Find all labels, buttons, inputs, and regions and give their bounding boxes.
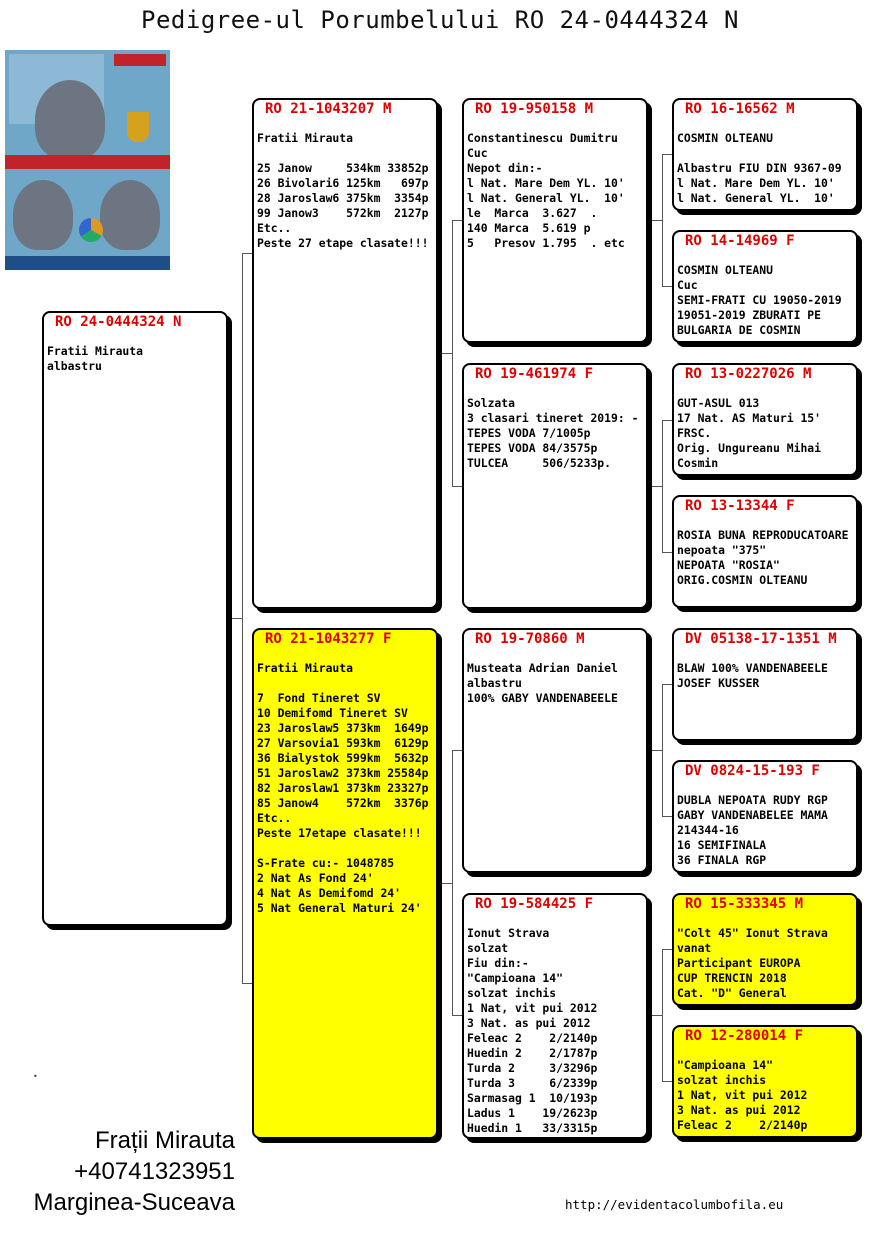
dam-dam-dam-card[interactable] — [672, 1025, 858, 1138]
connector-line — [662, 154, 663, 287]
dam-sire-sire-card[interactable] — [672, 628, 858, 741]
sire-sire-dam-card[interactable] — [672, 230, 858, 343]
sire-dam-dam-details: ROSIA BUNA REPRODUCATOARE nepoata "375" NEPOATA "ROSIA" ORIG.COSMIN OLTEANU — [677, 528, 849, 587]
dam-dam-sire-card[interactable] — [672, 893, 858, 1006]
dam-sire-dam-details: DUBLA NEPOATA RUDY RGP GABY VANDENABELEE MAMA 214344-16 16 SEMIFINALA 36 FINALA RGP — [677, 793, 828, 867]
sire-dam-details: Solzata 3 clasari tineret 2019: - TEPES VODA 7/1005p TEPES VODA 84/3575p TULCEA 506/5233p. — [467, 396, 639, 470]
dam-card[interactable] — [252, 628, 438, 1139]
connector-line — [228, 618, 242, 619]
connector-line — [648, 750, 662, 751]
sire-dam-sire-ring-number: RO 13-0227026 M — [685, 366, 812, 382]
connector-line — [648, 220, 662, 221]
subject-card[interactable] — [42, 311, 228, 926]
dam-dam-dam-ring-number: RO 12-280014 F — [685, 1028, 804, 1044]
sire-dam-sire-card[interactable] — [672, 363, 858, 476]
sire-dam-card[interactable] — [462, 363, 648, 609]
dam-dam-sire-details: "Colt 45" Ionut Strava vanat Participant EUROPA CUP TRENCIN 2018 Cat. "D" General — [677, 926, 828, 1000]
dam-dam-ring-number: RO 19-584425 F — [475, 896, 594, 912]
sire-sire-ring-number: RO 19-950158 M — [475, 101, 594, 117]
dam-dam-details: Ionut Strava solzat Fiu din:- "Campioana 14" solzat inchis 1 Nat, vit pui 2012 3 Nat. as pui 2012 Feleac 2 2/2140p Huedin 2 2/1787p Turda 2 3/3296p Turda 3 6/2339p Sarmasag 1 10/193p Ladus 1 19/2623p Huedin 1 33/3315p — [467, 926, 598, 1135]
sire-ring-number: RO 21-1043207 M — [265, 101, 392, 117]
connector-line — [452, 750, 453, 1016]
sire-sire-sire-details: COSMIN OLTEANU Albastru FIU DIN 9367-09 l Nat. Mare Dem YL. 10' l Nat. General YL. 10' — [677, 131, 842, 205]
owner-location: Marginea-Suceava — [33, 1189, 235, 1216]
sire-dam-ring-number: RO 19-461974 F — [475, 366, 594, 382]
dam-details: Fratii Mirauta 7 Fond Tineret SV 10 Demifomd Tineret SV 23 Jaroslaw5 373km 1649p 27 Varsovia1 593km 6129p 36 Bialystok 599km 5632p 51 Jaroslaw2 373km 25584p 82 Jaroslaw1 373km 23327p 85 Janow4 572km 3376p Etc.. Peste 17etape clasate!!! S-Frate cu:- 1048785 2 Nat As Fond 24' 4 Nat As Demifomd 24' 5 Nat General Maturi 24' — [257, 661, 429, 915]
connector-line — [242, 253, 243, 984]
sire-sire-dam-details: COSMIN OLTEANU Cuc SEMI-FRATI CU 19050-2019 19051-2019 ZBURATI PE BULGARIA DE COSMIN — [677, 263, 842, 337]
connector-line — [662, 684, 663, 817]
dam-sire-details: Musteata Adrian Daniel albastru 100% GABY VANDENABEELE — [467, 661, 618, 705]
sire-sire-details: Constantinescu Dumitru Cuc Nepot din:- l Nat. Mare Dem YL. 10' l Nat. General YL. 10' le Marca 3.627 . 140 Marca 5.619 p 5 Presov 1.795 . etc — [467, 131, 625, 250]
sire-sire-sire-card[interactable] — [672, 98, 858, 211]
connector-line — [438, 353, 452, 354]
dam-sire-sire-ring-number: DV 05138-17-1351 M — [685, 631, 837, 647]
sire-card[interactable] — [252, 98, 438, 609]
page-title: Pedigree-ul Porumbelului RO 24-0444324 N — [141, 6, 739, 34]
sire-dam-sire-details: GUT-ASUL 013 17 Nat. AS Maturi 15' FRSC. Orig. Ungureanu Mihai Cosmin — [677, 396, 822, 470]
sire-dam-dam-ring-number: RO 13-13344 F — [685, 498, 795, 514]
sire-sire-dam-ring-number: RO 14-14969 F — [685, 233, 795, 249]
connector-line — [648, 486, 662, 487]
connector-line — [452, 220, 453, 487]
dam-sire-dam-card[interactable] — [672, 760, 858, 873]
subject-details: Fratii Mirauta albastru — [47, 344, 144, 373]
dam-dam-sire-ring-number: RO 15-333345 M — [685, 896, 804, 912]
dam-sire-ring-number: RO 19-70860 M — [475, 631, 585, 647]
owner-phone: +40741323951 — [74, 1158, 235, 1185]
dam-dam-dam-details: "Campioana 14" solzat inchis 1 Nat, vit pui 2012 3 Nat. as pui 2012 Feleac 2 2/2140p — [677, 1058, 808, 1132]
dam-sire-dam-ring-number: DV 0824-15-193 F — [685, 763, 820, 779]
dam-sire-sire-details: BLAW 100% VANDENABEELE JOSEF KUSSER — [677, 661, 828, 690]
owner-contact — [15, 1125, 235, 1218]
pigeon-photo — [5, 50, 170, 270]
sire-sire-card[interactable] — [462, 98, 648, 343]
dam-ring-number: RO 21-1043277 F — [265, 631, 392, 647]
decorative-dot: • — [33, 1072, 38, 1081]
dam-sire-card[interactable] — [462, 628, 648, 873]
connector-line — [662, 949, 663, 1082]
owner-name: Frații Mirauta — [94, 1127, 235, 1154]
dam-dam-card[interactable] — [462, 893, 648, 1139]
connector-line — [438, 883, 452, 884]
sire-dam-dam-card[interactable] — [672, 495, 858, 608]
connector-line — [648, 1015, 662, 1016]
subject-ring-number: RO 24-0444324 N — [55, 314, 182, 330]
sire-details: Fratii Mirauta 25 Janow 534km 33852p 26 Bivolari6 125km 697p 28 Jaroslaw6 375km 3354p 99 Janow3 572km 2127p Etc.. Peste 27 etape clasate!!! — [257, 131, 429, 250]
sire-sire-sire-ring-number: RO 16-16562 M — [685, 101, 795, 117]
website-link[interactable]: http://evidentacolumbofila.eu — [565, 1197, 784, 1212]
connector-line — [662, 420, 663, 553]
